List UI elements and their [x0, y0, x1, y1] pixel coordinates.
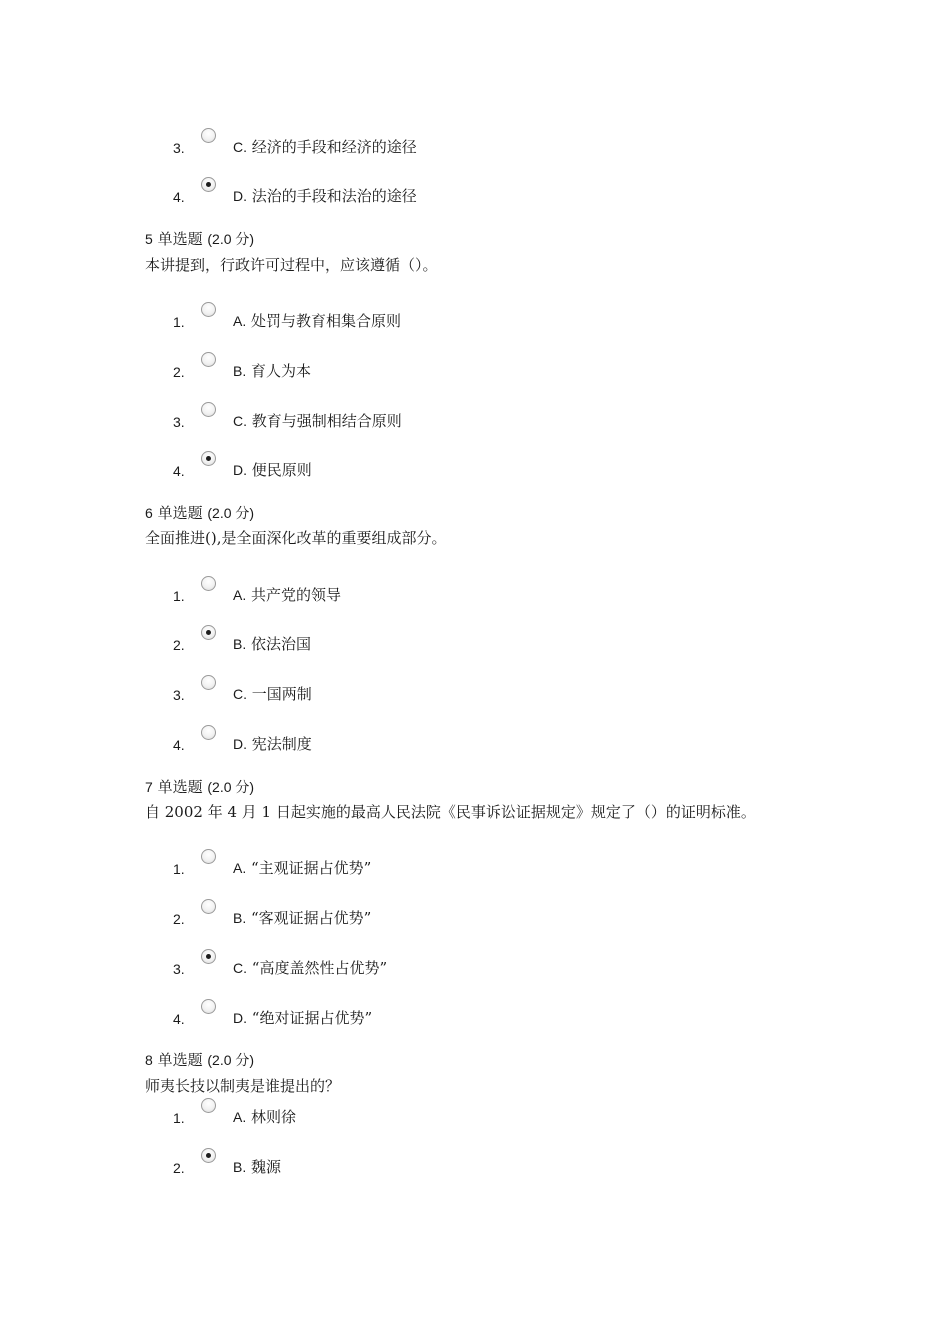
q6-option-c[interactable] — [0, 683, 950, 707]
option-label — [233, 360, 311, 381]
option-text: 处罚与教育相集合原则 — [251, 312, 402, 330]
option-number: 3. — [173, 687, 185, 703]
option-number: 1. — [173, 861, 185, 877]
q6-option-b[interactable] — [0, 633, 950, 657]
q8-stem: 师夷长技以制夷是谁提出的？ — [145, 1077, 341, 1095]
option-letter: D. — [233, 462, 247, 478]
option-number: 4. — [173, 463, 185, 479]
option-number: 2. — [173, 911, 185, 927]
radio-button[interactable] — [201, 352, 216, 367]
question-score: (2.0 分) — [207, 231, 255, 247]
option-label — [233, 1106, 296, 1127]
radio-button[interactable] — [201, 128, 216, 143]
q7-option-d[interactable] — [0, 1007, 950, 1031]
question-score: (2.0 分) — [207, 1052, 255, 1068]
radio-button[interactable] — [201, 725, 216, 740]
option-label — [233, 733, 312, 754]
radio-button[interactable] — [201, 999, 216, 1014]
option-letter: C. — [233, 413, 247, 429]
option-text: 林则徐 — [251, 1108, 297, 1126]
q6-option-a[interactable] — [0, 584, 950, 608]
radio-button[interactable] — [201, 849, 216, 864]
option-label — [233, 1007, 372, 1028]
q5-option-a[interactable] — [0, 310, 950, 334]
question-number: 6 — [145, 505, 153, 521]
option-letter: D. — [233, 1010, 247, 1026]
option-label — [233, 584, 341, 605]
option-letter: A. — [233, 860, 247, 876]
question-number: 5 — [145, 231, 153, 247]
q7-stem: 自 2002 年 4 月 1 日起实施的最高人民法院《民事诉讼证据规定》规定了（）的证明标准。 — [145, 803, 756, 821]
radio-button[interactable] — [201, 576, 216, 591]
q5-option-b[interactable] — [0, 360, 950, 384]
option-text: “主观证据占优势” — [251, 859, 372, 877]
option-text: “客观证据占优势” — [251, 909, 372, 927]
option-number: 2. — [173, 364, 185, 380]
option-label — [233, 683, 312, 704]
option-number: 3. — [173, 961, 185, 977]
q8-option-a[interactable] — [0, 1106, 950, 1130]
option-label — [233, 185, 417, 206]
option-label — [233, 459, 312, 480]
option-number: 4. — [173, 189, 185, 205]
option-label — [233, 633, 311, 654]
option-text: 法治的手段和法治的途径 — [251, 187, 417, 205]
option-label — [233, 857, 371, 878]
radio-button[interactable] — [201, 302, 216, 317]
option-text: 便民原则 — [251, 461, 312, 479]
q5-stem: 本讲提到，行政许可过程中，应该遵循（）。 — [145, 256, 438, 274]
radio-button[interactable] — [201, 675, 216, 690]
question-type: 单选题 — [157, 778, 203, 796]
radio-button[interactable] — [201, 1098, 216, 1113]
option-letter: A. — [233, 587, 247, 603]
option-number: 2. — [173, 1160, 185, 1176]
option-label — [233, 907, 371, 928]
radio-button[interactable] — [201, 1148, 216, 1163]
q8-option-b[interactable] — [0, 1156, 950, 1180]
option-text: “高度盖然性占优势” — [251, 959, 388, 977]
option-text: 一国两制 — [251, 685, 312, 703]
option-number: 1. — [173, 1110, 185, 1126]
option-letter: D. — [233, 736, 247, 752]
q8-header — [145, 1049, 254, 1070]
option-number: 4. — [173, 1011, 185, 1027]
option-label — [233, 1156, 281, 1177]
option-text: “绝对证据占优势” — [251, 1009, 373, 1027]
q7-header — [145, 776, 254, 797]
option-letter: C. — [233, 960, 247, 976]
q4-option-c[interactable] — [0, 136, 950, 160]
option-number: 3. — [173, 414, 185, 430]
question-number: 8 — [145, 1052, 153, 1068]
option-letter: B. — [233, 636, 247, 652]
option-letter: C. — [233, 139, 247, 155]
q6-option-d[interactable] — [0, 733, 950, 757]
option-text: 依法治国 — [251, 635, 312, 653]
option-label — [233, 410, 402, 431]
radio-button[interactable] — [201, 451, 216, 466]
option-label — [233, 310, 401, 331]
option-label — [233, 957, 387, 978]
q7-option-b[interactable] — [0, 907, 950, 931]
question-score: (2.0 分) — [207, 505, 255, 521]
option-letter: D. — [233, 188, 247, 204]
option-letter: A. — [233, 313, 247, 329]
option-letter: B. — [233, 1159, 247, 1175]
option-letter: A. — [233, 1109, 247, 1125]
option-number: 1. — [173, 588, 185, 604]
question-score: (2.0 分) — [207, 779, 255, 795]
q7-option-a[interactable] — [0, 857, 950, 881]
radio-button[interactable] — [201, 177, 216, 192]
q6-stem: 全面推进(),是全面深化改革的重要组成部分。 — [145, 529, 447, 547]
option-number: 3. — [173, 140, 185, 156]
question-number: 7 — [145, 779, 153, 795]
radio-button[interactable] — [201, 625, 216, 640]
option-text: 教育与强制相结合原则 — [251, 412, 402, 430]
option-number: 4. — [173, 737, 185, 753]
option-text: 魏源 — [251, 1158, 282, 1176]
q4-option-d[interactable] — [0, 185, 950, 209]
radio-button[interactable] — [201, 949, 216, 964]
option-text: 育人为本 — [251, 362, 312, 380]
option-label — [233, 136, 417, 157]
question-type: 单选题 — [157, 1051, 203, 1069]
radio-button[interactable] — [201, 899, 216, 914]
option-number: 2. — [173, 637, 185, 653]
option-text: 宪法制度 — [251, 735, 312, 753]
option-text: 共产党的领导 — [251, 586, 342, 604]
option-number: 1. — [173, 314, 185, 330]
q5-option-c[interactable] — [0, 410, 950, 434]
q7-option-c[interactable] — [0, 957, 950, 981]
radio-button[interactable] — [201, 402, 216, 417]
option-letter: B. — [233, 363, 247, 379]
q5-header — [145, 228, 254, 249]
option-letter: B. — [233, 910, 247, 926]
q5-option-d[interactable] — [0, 459, 950, 483]
question-type: 单选题 — [157, 504, 203, 522]
question-type: 单选题 — [157, 230, 203, 248]
option-text: 经济的手段和经济的途径 — [251, 138, 417, 156]
option-letter: C. — [233, 686, 247, 702]
q6-header — [145, 502, 254, 523]
